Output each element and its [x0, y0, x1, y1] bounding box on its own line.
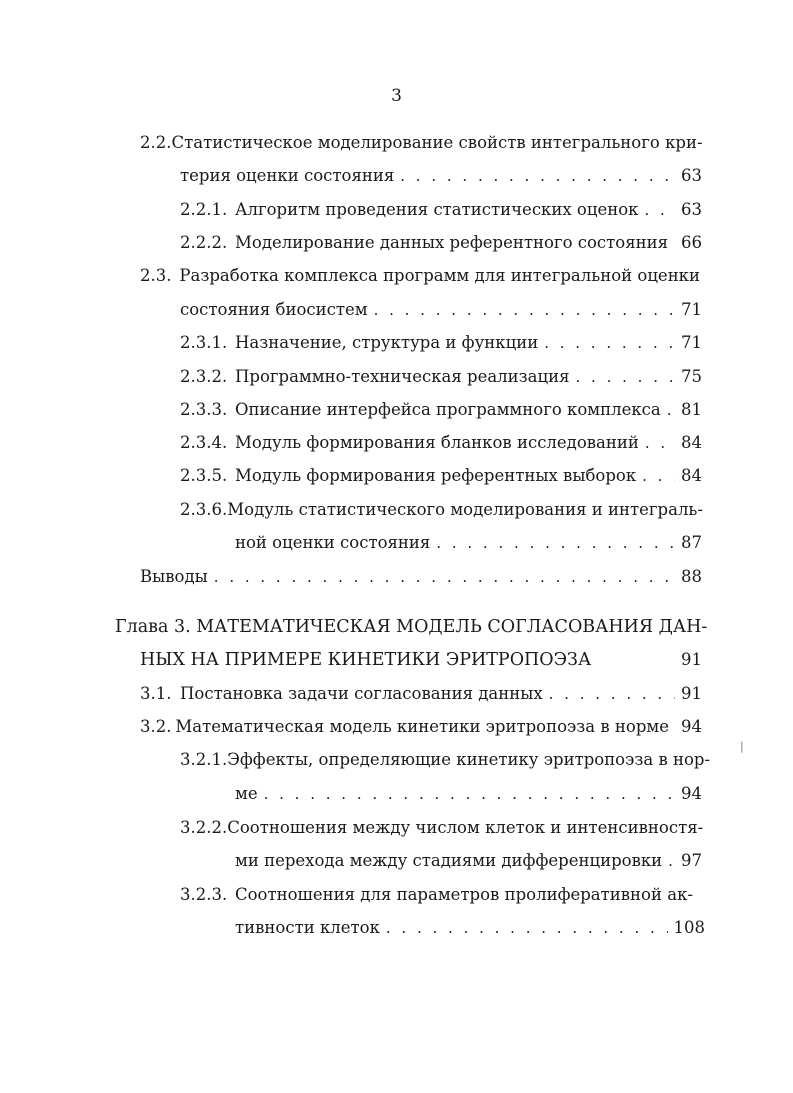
- section-title: Модуль формирования бланков исследований: [235, 433, 639, 452]
- toc-entry-3-2-3-cont: [235, 918, 705, 940]
- toc-entry-conclusions: [140, 567, 702, 589]
- section-title-cont: тивности клеток: [235, 918, 380, 937]
- page-ref: 97: [681, 851, 702, 870]
- toc-entry-2-2-1: [180, 200, 702, 222]
- page-ref: 84: [681, 433, 702, 452]
- page-ref: 91: [681, 684, 702, 703]
- toc-entry-2-3: [140, 266, 700, 288]
- page-ref: 81: [681, 400, 702, 419]
- toc-entry-2-3-6: [180, 500, 702, 522]
- page-ref: 94: [681, 717, 702, 736]
- leader-dots: [644, 201, 675, 219]
- section-number: 2.3.: [140, 266, 172, 285]
- section-number: 3.2.3.: [180, 885, 228, 904]
- toc-entry-2-2-2: [180, 233, 702, 255]
- section-title-cont: ной оценки состояния: [235, 533, 431, 552]
- leader-dots: [674, 234, 675, 252]
- section-number: 2.2.2.: [180, 233, 228, 252]
- section-title: Разработка комплекса программ для интегральной оценки: [179, 266, 700, 285]
- leader-dots: [436, 534, 675, 552]
- toc-entry-3-2-2-cont: [235, 851, 702, 873]
- leader-dots: [642, 467, 675, 485]
- toc-entry-3-2: [140, 717, 702, 739]
- section-title: Постановка задачи согласования данных: [180, 684, 543, 703]
- leader-dots: [544, 334, 675, 352]
- leader-dots: [645, 434, 675, 452]
- leader-dots: [214, 568, 675, 586]
- leader-dots: [668, 852, 675, 870]
- page-ref: 66: [681, 233, 702, 252]
- section-title: Описание интерфейса программного комплекса: [235, 400, 661, 419]
- toc-entry-2-2: [140, 133, 703, 155]
- section-title: Моделирование данных референтного состояния: [235, 233, 669, 252]
- section-title-cont: ми перехода между стадиями дифференцировки: [235, 851, 663, 870]
- page-ref: 63: [681, 166, 702, 185]
- page-ref: 75: [681, 367, 702, 386]
- toc-entry-2-3-5: [180, 466, 702, 488]
- toc-entry-2-3-4: [180, 433, 702, 455]
- toc-entry-3-2-2: [180, 818, 702, 840]
- section-number: 2.3.2.: [180, 367, 228, 386]
- section-title-cont: терия оценки состояния: [180, 166, 395, 185]
- scan-artifact: |: [740, 740, 744, 753]
- section-title: Модуль формирования референтных выборок: [235, 466, 637, 485]
- leader-dots: [374, 301, 675, 319]
- section-title: Выводы: [140, 567, 208, 586]
- section-number: 2.3.3.: [180, 400, 228, 419]
- leader-dots: [549, 685, 675, 703]
- section-title: Математическая модель кинетики эритропоэза в норме: [175, 717, 669, 736]
- section-number: 2.2.1.: [180, 200, 228, 219]
- toc-entry-3-1: [140, 684, 702, 706]
- page-number: 3: [391, 86, 402, 106]
- section-title-cont: ме: [235, 784, 258, 803]
- toc-entry-3-2-1: [180, 750, 711, 772]
- leader-dots: [400, 167, 675, 185]
- section-number: 2.3.6.: [180, 500, 228, 519]
- section-title: Статистическое моделирование свойств интегрального кри-: [171, 133, 703, 152]
- toc-entry-2-3-cont: [180, 300, 702, 322]
- leader-dots: [386, 919, 668, 937]
- section-title: Назначение, структура и функции: [235, 333, 539, 352]
- section-title: Соотношения для параметров пролиферативной ак-: [235, 885, 693, 904]
- section-number: 2.3.1.: [180, 333, 228, 352]
- page-ref: 71: [681, 333, 702, 352]
- section-number: 3.1.: [140, 684, 172, 703]
- page-ref: 84: [681, 466, 702, 485]
- toc-entry-2-3-1: [180, 333, 702, 355]
- section-title: Эффекты, определяющие кинетику эритропоэза в нор-: [227, 750, 711, 769]
- page-ref: 88: [681, 567, 702, 586]
- toc-entry-2-2-cont: [180, 166, 702, 188]
- section-title: Программно-техническая реализация: [235, 367, 570, 386]
- page-ref: 71: [681, 300, 702, 319]
- section-number: 2.3.5.: [180, 466, 228, 485]
- toc-chapter-3-cont: [140, 650, 702, 672]
- page-ref: 63: [681, 200, 702, 219]
- section-title: Модуль статистического моделирования и интеграль-: [227, 500, 703, 519]
- toc-entry-2-3-6-cont: [235, 533, 702, 555]
- toc-entry-3-2-3: [180, 885, 702, 907]
- section-title-cont: состояния биосистем: [180, 300, 368, 319]
- leader-dots: [264, 785, 675, 803]
- page-ref: 91: [681, 650, 702, 669]
- section-title: Соотношения между числом клеток и интенсивностя-: [227, 818, 704, 837]
- chapter-title: Глава 3. МАТЕМАТИЧЕСКАЯ МОДЕЛЬ СОГЛАСОВАНИЯ ДАН-: [115, 617, 708, 637]
- section-number: 3.2.2.: [180, 818, 228, 837]
- toc-entry-3-2-1-cont: [235, 784, 702, 806]
- page-ref: 108: [673, 918, 705, 937]
- page-ref: 87: [681, 533, 702, 552]
- section-number: 3.2.1.: [180, 750, 228, 769]
- section-title: Алгоритм проведения статистических оценок: [235, 200, 639, 219]
- page-ref: 94: [681, 784, 702, 803]
- section-number: 2.2.: [140, 133, 172, 152]
- section-number: 2.3.4.: [180, 433, 228, 452]
- section-number: 3.2.: [140, 717, 172, 736]
- leader-dots: [667, 401, 675, 419]
- toc-entry-2-3-3: [180, 400, 702, 422]
- toc-entry-2-3-2: [180, 367, 702, 389]
- chapter-title-cont: НЫХ НА ПРИМЕРЕ КИНЕТИКИ ЭРИТРОПОЭЗА: [140, 650, 592, 670]
- toc-chapter-3: [115, 617, 708, 639]
- leader-dots: [576, 368, 675, 386]
